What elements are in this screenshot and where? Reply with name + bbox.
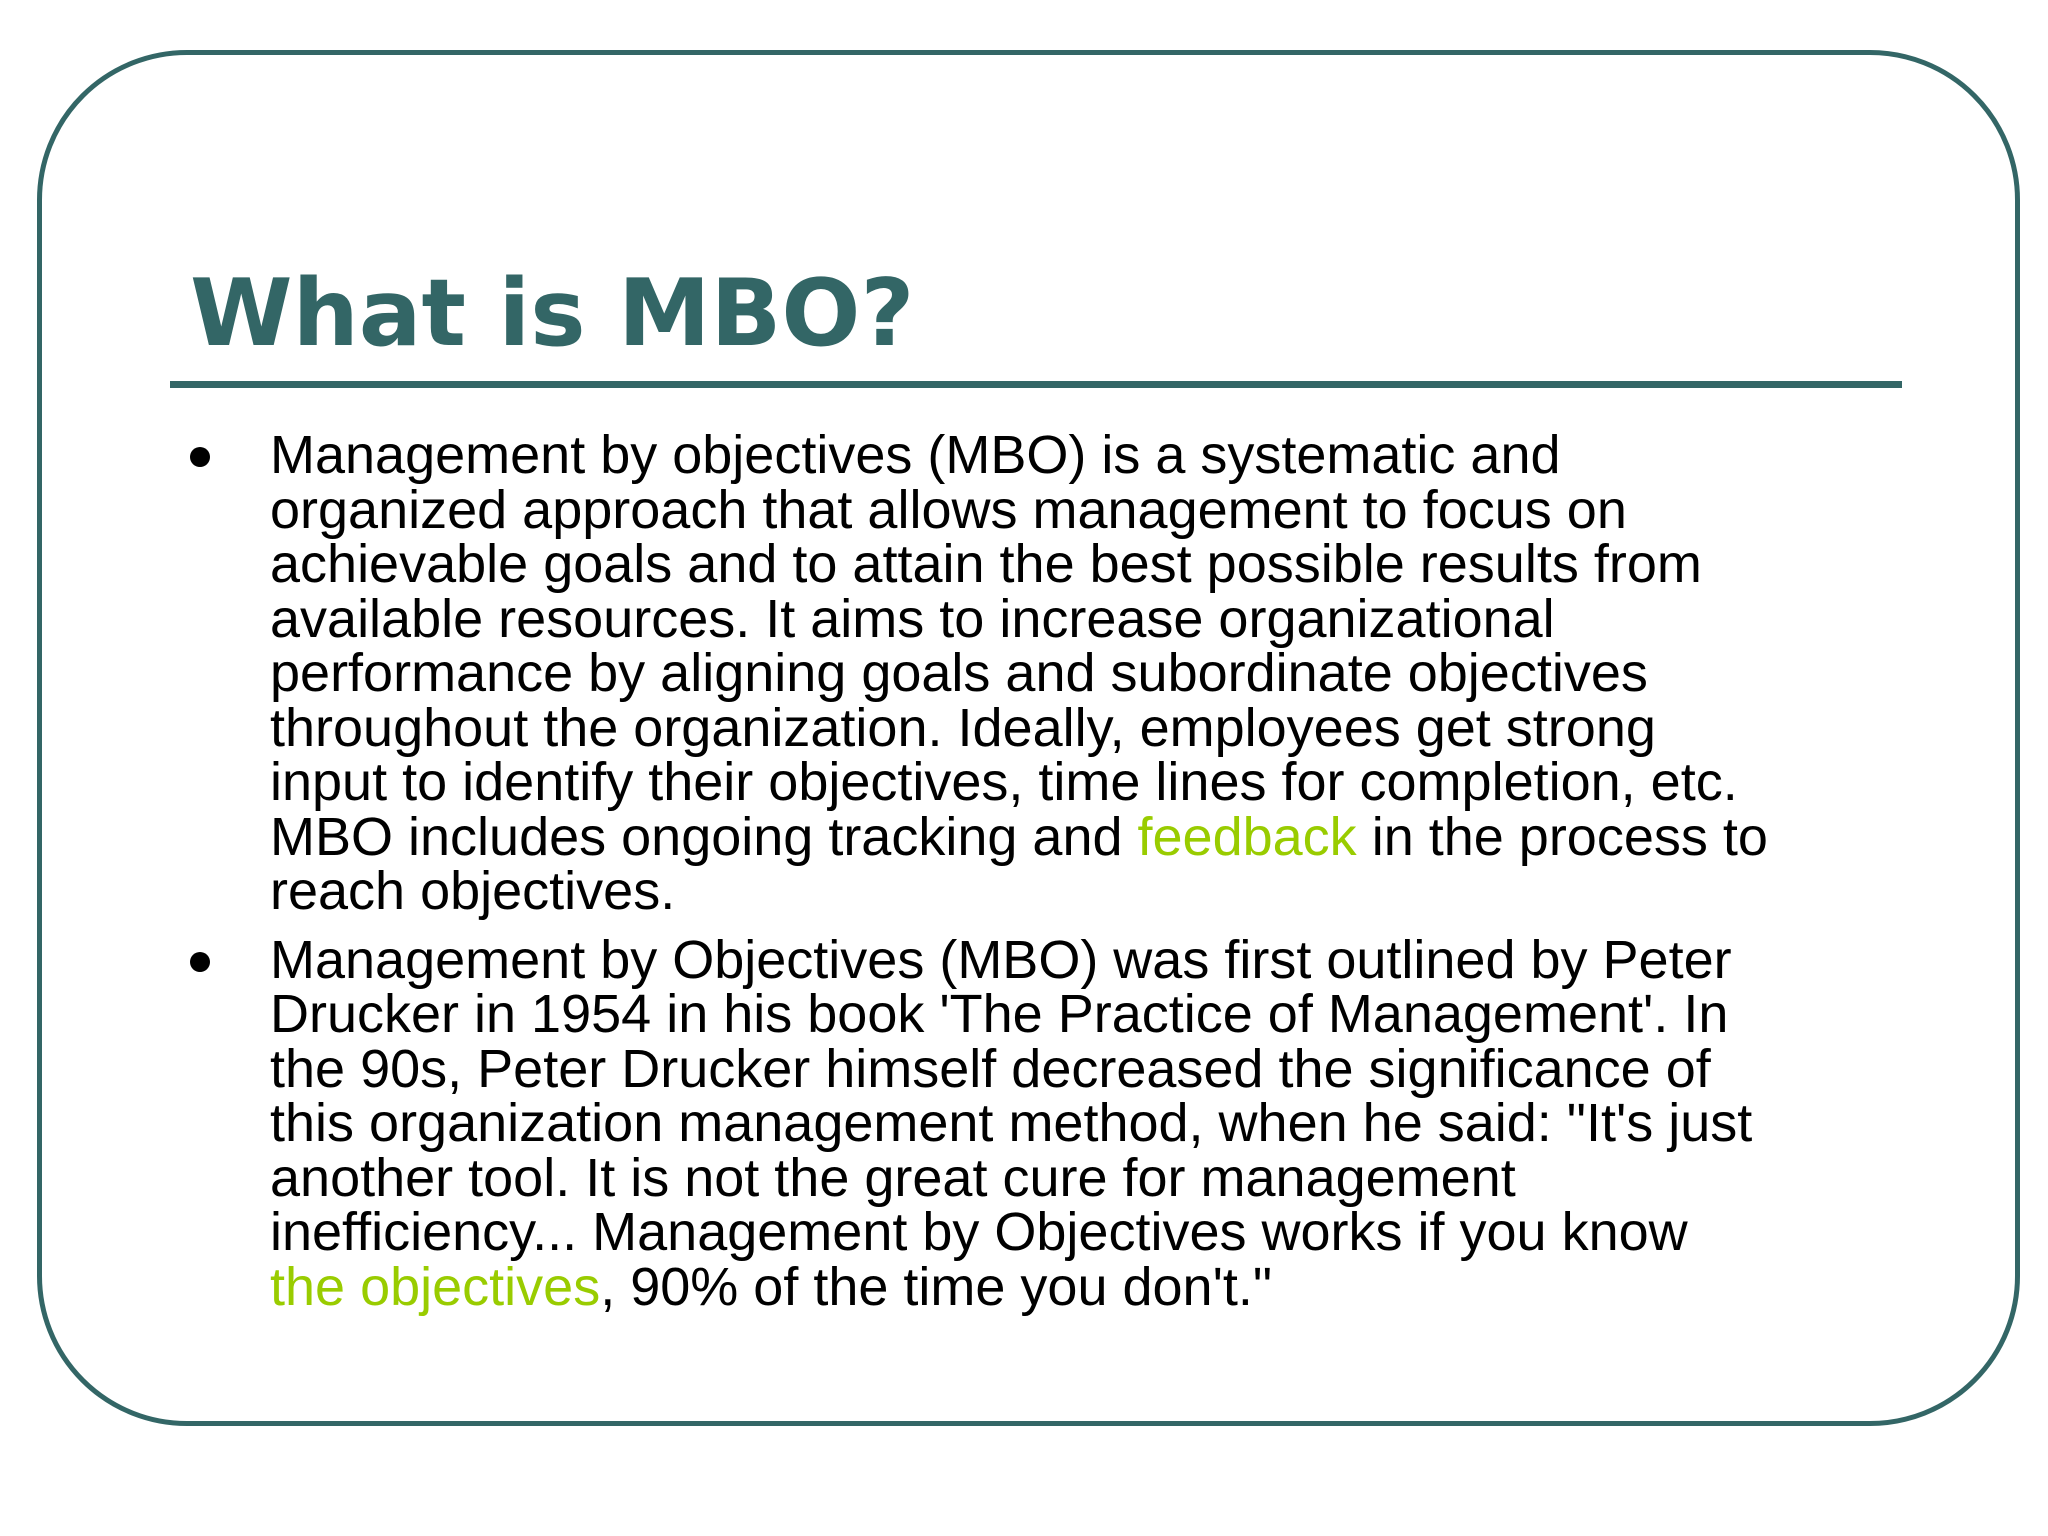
text-line: [270, 643, 1902, 703]
text-line: [270, 425, 1902, 485]
bullet-text: [270, 929, 1902, 1317]
text-run: throughout the organization. Ideally, employees get strong: [270, 697, 1656, 758]
text-line: [270, 534, 1902, 594]
text-run: inefficiency... Management by Objectives works if you know: [270, 1202, 1688, 1262]
text-run: organized approach that allows management to focus on: [270, 479, 1627, 540]
bullet-list: [190, 425, 1902, 1328]
text-run: the 90s, Peter Drucker himself decreased the significance of: [270, 1038, 1711, 1099]
text-run: , 90% of the time you don't.": [600, 1256, 1273, 1317]
text-run: Management by Objectives (MBO) was first outlined by Peter: [270, 929, 1732, 990]
highlighted-term: the objectives: [270, 1256, 601, 1317]
bullet-dot-icon: [190, 447, 210, 467]
text-run: Drucker in 1954 in his book 'The Practice of Management'. In: [270, 984, 1729, 1044]
text-line: [270, 984, 1902, 1044]
text-run: available resources. It aims to increase organizational: [270, 588, 1555, 649]
text-run: achievable goals and to attain the best possible results from: [270, 534, 1702, 594]
highlighted-term: feedback: [1137, 806, 1357, 867]
text-run: input to identify their objectives, time lines for completion, etc.: [270, 752, 1738, 812]
text-line: [270, 929, 1902, 990]
title-divider: [170, 381, 1902, 388]
text-run: reach objectives.: [270, 861, 676, 921]
text-line: [270, 1038, 1902, 1099]
text-run: this organization management method, when he said: "It's just: [270, 1093, 1753, 1153]
text-run: performance by aligning goals and subordinate objectives: [270, 643, 1648, 703]
text-run: MBO includes ongoing tracking and: [270, 806, 1138, 867]
text-line: [270, 1093, 1902, 1153]
text-run: Management by objectives (MBO) is a systematic and: [270, 425, 1561, 485]
bullet-item: [190, 425, 1902, 921]
text-line: [270, 697, 1902, 758]
bullet-text: [270, 425, 1902, 921]
slide-title: What is MBO?: [190, 259, 915, 367]
text-run: another tool. It is not the great cure for management: [270, 1147, 1516, 1208]
text-line: [270, 588, 1902, 649]
text-line: [270, 479, 1902, 540]
bullet-item: [190, 929, 1902, 1317]
text-line: [270, 861, 1902, 921]
text-run: in the process to: [1356, 806, 1768, 867]
text-line: [270, 806, 1902, 867]
bullet-dot-icon: [190, 952, 210, 972]
text-line: [270, 1202, 1902, 1262]
text-line: [270, 1147, 1902, 1208]
text-line: [270, 752, 1902, 812]
text-line: [270, 1256, 1902, 1317]
